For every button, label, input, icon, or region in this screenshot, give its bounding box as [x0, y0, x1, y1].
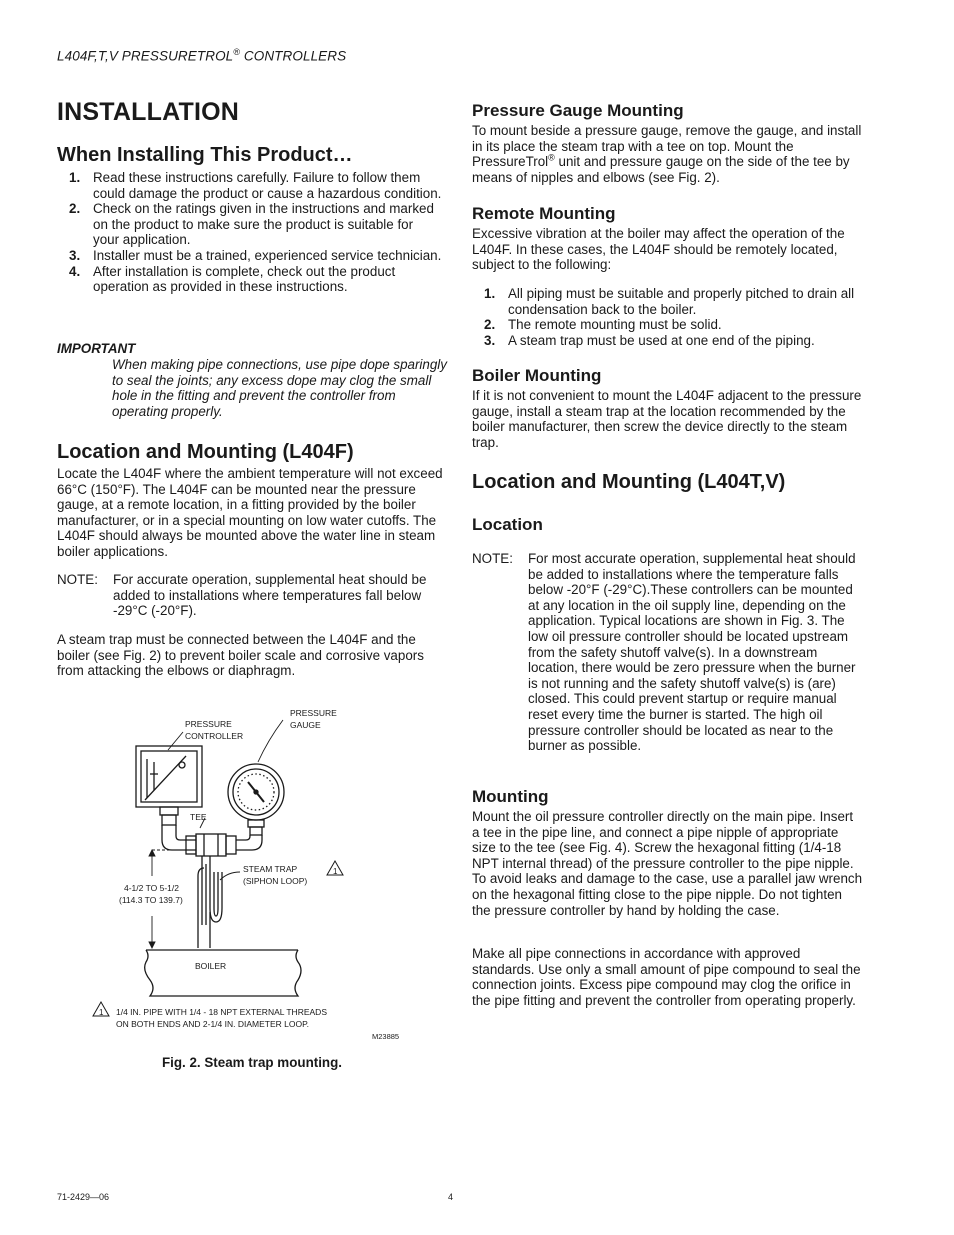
label-pressure-controller-line2: CONTROLLER — [185, 731, 244, 741]
step-number: 1. — [69, 170, 81, 185]
steam-trap-diagram — [88, 700, 418, 1045]
boiler-mounting-text: If it is not convenient to mount the L404F adjacent to the pressure gauge, install a steam trap at the location recommended by the boiler manufacturer, then screw the device directly to the steam trap. — [472, 388, 862, 450]
location-l404tv-heading: Location and Mounting (L404T,V) — [472, 471, 786, 493]
footnote-line2: ON BOTH ENDS AND 2-1/4 IN. DIAMETER LOOP. — [116, 1019, 310, 1029]
label-pressure-controller-line1: PRESSURE — [185, 719, 232, 729]
step-number: 3. — [484, 332, 496, 348]
registered-mark: ® — [548, 152, 555, 163]
step-text: Read these instructions carefully. Failure to follow them could damage the product or cause a hazardous condition. — [93, 170, 442, 201]
header-registered-mark: ® — [233, 47, 241, 57]
note-l404f — [57, 572, 447, 622]
note-text: For most accurate operation, supplemental heat should be added to installations where the temperature falls below -20°F (-29°C).These controllers can be mounted at any location in the oil supply line, depending on the application. Typical locations are shown in Fig. 3. The low oil pressure controller should be located upstream from the safety shutoff valve(s). In a downstream location, there would be zero pressure when the burner is not running and the safety shutoff valve(s) is (are) closed. This could prevent startup or require manual reset every time the burner is started. The high oil pressure controller should be located as near to the burner as possible. — [528, 551, 856, 754]
note-label: NOTE: — [57, 572, 98, 587]
list-item — [472, 333, 862, 349]
location-subheading: Location — [472, 515, 543, 534]
step-number: 3. — [69, 247, 81, 263]
step-text: All piping must be suitable and properly pitched to drain all condensation back to the boiler. — [508, 286, 855, 317]
list-item — [472, 286, 862, 317]
running-header — [57, 47, 346, 64]
mounting-text-2: Make all pipe connections in accordance with approved standards. Use only a small amount of pipe compound to seal the connection joints. Excess pipe compound may clog the orifice in the pipe fitting and prevent the controller from operating properly. — [472, 946, 861, 1008]
step-text: Check on the ratings given in the instructions and marked on the product to make sure the product is suitable for your application. — [93, 201, 434, 248]
remote-mounting-heading: Remote Mounting — [472, 204, 616, 223]
remote-mounting-text: Excessive vibration at the boiler may affect the operation of the L404F. In these cases, the L404F should be remotely located, subject to the following: — [472, 226, 845, 273]
siphon-loop-drawing — [198, 856, 222, 948]
pressure-gauge-mounting-text — [472, 123, 864, 185]
header-title-part1: L404F,T,V PRESSURETROL — [57, 48, 234, 64]
callout-number-2: 1 — [99, 1008, 104, 1017]
step-text: Installer must be a trained, experienced service technician. — [93, 247, 442, 263]
boiler-mounting-heading: Boiler Mounting — [472, 366, 602, 385]
header-title-part2: CONTROLLERS — [240, 48, 347, 64]
document-number: 71-2429—06 — [57, 1192, 110, 1202]
step-number: 4. — [69, 263, 81, 279]
installation-heading: INSTALLATION — [57, 98, 240, 126]
important-label: IMPORTANT — [57, 341, 136, 356]
step-number: 2. — [69, 201, 81, 217]
label-tee: TEE — [190, 812, 207, 822]
note-label: NOTE: — [472, 551, 513, 566]
note-text: For accurate operation, supplemental heat should be added to installations where temperatures fall below -29°C (-20°F). — [113, 572, 427, 619]
list-item — [57, 170, 442, 201]
step-text: After installation is complete, check out the product operation as provided in these instructions. — [93, 263, 396, 295]
steam-trap-figure — [88, 700, 418, 1045]
footnote-line1: 1/4 IN. PIPE WITH 1/4 - 18 NPT EXTERNAL THREADS — [116, 1007, 327, 1017]
label-steam-trap-line1: STEAM TRAP — [243, 864, 298, 874]
location-l404f-text: Locate the L404F where the ambient temperature will not exceed 66°C (150°F). The L404F can be mounted near the pressure gauge, at a remote location, in a fitting provided by the boiler manufacturer, or in a special mounting on low water cutoffs. The L404F should always be mounted above the water line in steam boiler applications. — [57, 466, 443, 559]
list-item — [57, 248, 442, 264]
step-text: The remote mounting must be solid. — [508, 317, 722, 333]
label-boiler: BOILER — [195, 961, 227, 971]
step-number: 1. — [484, 286, 496, 301]
figure-code: M23885 — [372, 1032, 400, 1041]
steam-trap-text: A steam trap must be connected between the L404F and the boiler (see Fig. 2) to prevent boiler scale and corrosive vapors from attacking the elbows or diaphragm. — [57, 632, 424, 679]
page-number: 4 — [448, 1192, 454, 1202]
location-l404f-heading: Location and Mounting (L404F) — [57, 441, 354, 463]
pressure-controller-drawing — [136, 746, 202, 807]
list-item — [472, 317, 862, 333]
pressure-gauge-text-part2: unit and pressure gauge on the side of the tee by means of nipples and elbows (see Fig. 2). — [472, 154, 850, 185]
label-steam-trap-line2: (SIPHON LOOP) — [243, 876, 308, 886]
remote-mounting-list — [472, 286, 862, 348]
label-dimension-line1: 4-1/2 TO 5-1/2 — [124, 883, 179, 893]
step-text: A steam trap must be used at one end of the piping. — [508, 332, 815, 348]
note-l404tv — [472, 551, 864, 769]
list-item — [57, 201, 442, 248]
boiler-drawing — [145, 950, 301, 996]
label-dimension-line2: (114.3 TO 139.7) — [119, 895, 183, 905]
figure-caption: Fig. 2. Steam trap mounting. — [161, 1055, 343, 1070]
callout-number-1: 1 — [333, 867, 338, 876]
pressure-gauge-text-part1: To mount beside a pressure gauge, remove the gauge, and install in its place the steam trap with a tee on top. Mount the PressureTrol — [472, 123, 862, 170]
mounting-text-1: Mount the oil pressure controller directly on the main pipe. Insert a tee in the pipe line, and connect a pipe nipple of appropriate size to the tee (see Fig. 4). Screw the hexagonal fitting (1/4-18 NPT internal thread) of the pressure controller to the pipe nipple. To avoid leaks and damage to the case, use a parallel jaw wrench on the hexagonal fitting close to the pipe nipple. Do not tighten the pressure controller by hand by holding the case. — [472, 809, 863, 918]
when-installing-heading: When Installing This Product… — [57, 144, 353, 166]
installation-steps-list — [57, 170, 442, 295]
list-item — [57, 264, 442, 295]
important-text: When making pipe connections, use pipe dope sparingly to seal the joints; any excess dope may clog the small hole in the fitting and prevent the controller from operating properly. — [112, 357, 447, 419]
tee-drawing — [196, 834, 236, 856]
label-pressure-gauge-line1: PRESSURE — [290, 708, 337, 718]
mounting-heading: Mounting — [472, 787, 549, 806]
step-number: 2. — [484, 317, 496, 333]
pressure-gauge-mounting-heading: Pressure Gauge Mounting — [472, 101, 684, 120]
label-pressure-gauge-line2: GAUGE — [290, 720, 321, 730]
